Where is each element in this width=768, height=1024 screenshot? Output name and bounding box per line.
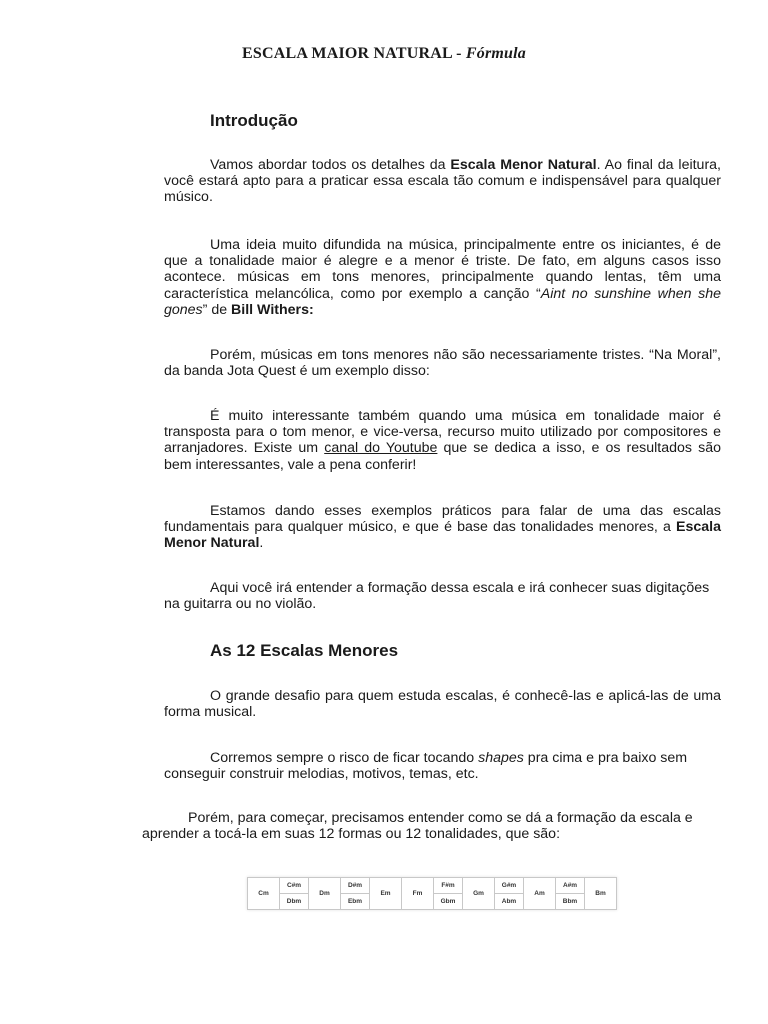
scale-cell: Cm bbox=[248, 878, 280, 910]
p1-text-a: Vamos abordar todos os detalhes da bbox=[210, 157, 451, 173]
title-sub: Fórmula bbox=[465, 45, 526, 62]
p4-text-b: que se dedica a isso, e os resultados são bem interessantes, vale a pena conferir! bbox=[164, 440, 721, 473]
youtube-channel-link[interactable]: canal do Youtube bbox=[324, 440, 438, 457]
p5-text-c: . bbox=[259, 535, 264, 552]
document-title bbox=[0, 45, 768, 63]
p2-song: Aint no sunshine when she gones bbox=[164, 285, 722, 318]
heading-12-escalas: As 12 Escalas Menores bbox=[210, 641, 399, 660]
scale-cell-bottom: Dbm bbox=[280, 894, 309, 910]
scale-cell: Fm bbox=[402, 878, 434, 910]
scale-cell: Em bbox=[370, 878, 402, 910]
scale-cell-top: D#m bbox=[341, 878, 370, 894]
table-row-top bbox=[248, 878, 617, 894]
paragraph-8 bbox=[164, 750, 721, 782]
p7-text: O grande desafio para quem estuda escalas, é conhecê-las e aplicá-las de uma forma musical. bbox=[164, 688, 721, 721]
title-main: ESCALA MAIOR NATURAL - bbox=[242, 45, 466, 62]
scale-cell-top: C#m bbox=[280, 878, 309, 894]
p2-text-a: Uma ideia muito difundida na música, principalmente entre os iniciantes, é de que a tonalidade maior é alegre e a menor é triste. De fato, em alguns casos isso acontece. músicas em tons menores, principalmente quando lentas, têm uma característica melancólica, como por exemplo a canção “ bbox=[164, 237, 721, 302]
scale-cell-bottom: Abm bbox=[495, 894, 524, 910]
p3-text: Porém, músicas em tons menores não são necessariamente tristes. “Na Moral”, da banda Jota Quest é um exemplo disso: bbox=[164, 347, 721, 380]
paragraph-1 bbox=[164, 157, 721, 206]
scale-cell-bottom: Gbm bbox=[434, 894, 463, 910]
minor-scales-table bbox=[247, 877, 617, 910]
p8-text-b: pra cima e pra baixo sem conseguir construir melodias, motivos, temas, etc. bbox=[164, 750, 688, 783]
p2-text-b: ” de bbox=[202, 301, 232, 318]
paragraph-9 bbox=[142, 810, 732, 842]
paragraph-2 bbox=[164, 237, 721, 318]
p2-artist: Bill Withers: bbox=[231, 301, 314, 318]
p1-bold: Escala Menor Natural bbox=[450, 157, 597, 173]
scale-cell-top: F#m bbox=[434, 878, 463, 894]
scale-cell-top: G#m bbox=[495, 878, 524, 894]
scale-cell: Dm bbox=[309, 878, 341, 910]
p8-text-a: Corremos sempre o risco de ficar tocando bbox=[210, 750, 479, 766]
scale-cell-top: A#m bbox=[556, 878, 585, 894]
p9-text: Porém, para começar, precisamos entender como se dá a formação da escala e aprender a tocá-la em suas 12 formas ou 12 tonalidades, que são: bbox=[142, 810, 693, 843]
scale-cell-bottom: Ebm bbox=[341, 894, 370, 910]
paragraph-5 bbox=[164, 503, 721, 552]
scale-cell: Am bbox=[524, 878, 556, 910]
p6-text: Aqui você irá entender a formação dessa escala e irá conhecer suas digitações na guitarra ou no violão. bbox=[164, 580, 710, 613]
p4-text-a: É muito interessante também quando uma música em tonalidade maior é transposta para o tom menor, e vice-versa, recurso muito utilizado por compositores e arranjadores. Existe um bbox=[164, 408, 721, 457]
heading-introducao: Introdução bbox=[210, 111, 298, 130]
scale-cell: Bm bbox=[585, 878, 617, 910]
scale-cell: Gm bbox=[463, 878, 495, 910]
p5-text-a: Estamos dando esses exemplos práticos para falar de uma das escalas fundamentais para qualquer músico, e que é base das tonalidades menores, a bbox=[164, 503, 721, 536]
paragraph-7 bbox=[164, 688, 721, 720]
p1-text-c: . Ao final da leitura, você estará apto para a praticar essa escala tão comum e indispensável para qualquer músico. bbox=[164, 157, 722, 206]
scale-cell-bottom: Bbm bbox=[556, 894, 585, 910]
paragraph-6 bbox=[164, 580, 721, 612]
p5-bold: Escala Menor Natural bbox=[164, 519, 721, 552]
paragraph-3 bbox=[164, 347, 721, 379]
p8-shapes: shapes bbox=[478, 750, 524, 766]
paragraph-4 bbox=[164, 408, 721, 473]
